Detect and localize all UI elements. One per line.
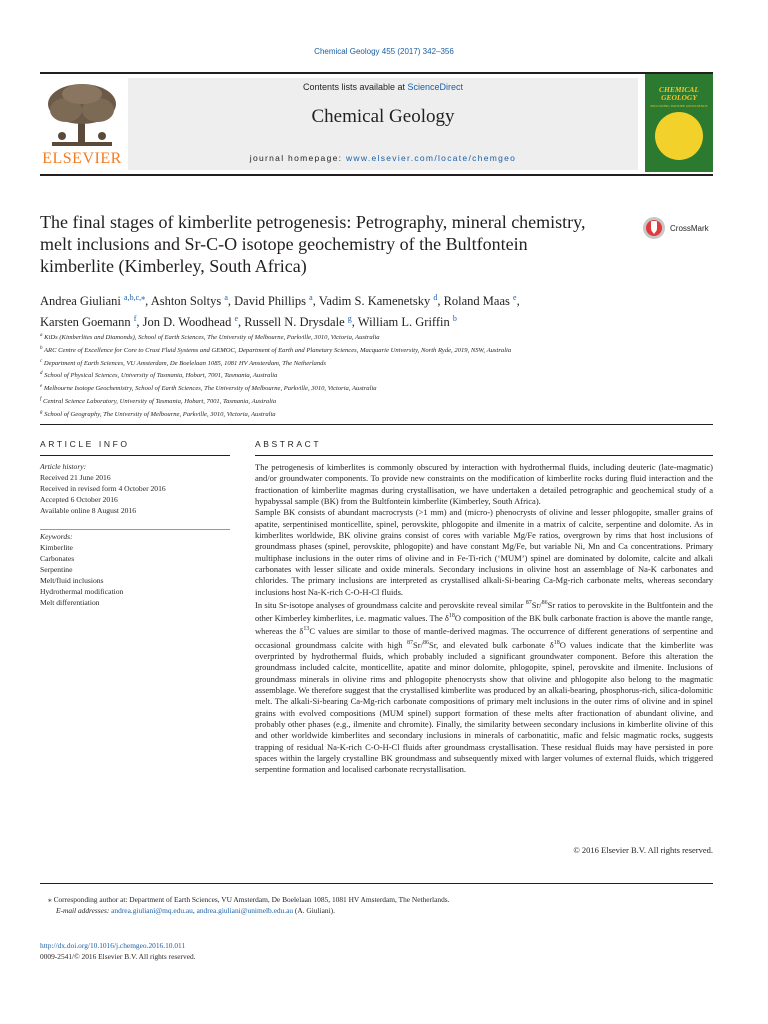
crossmark-label[interactable]: CrossMark	[670, 224, 709, 233]
abstract-paragraph-3: In situ Sr-isotope analyses of groundmass calcite and perovskite reveal similar $^{87}$Sr/$^{86}$Sr ratios to perovskite in the Bultfontein and the other Kimberley kimberlites, i.e. magmatic values. The $\delta^{18}O$ composition of the BK bulk carbonate fraction is above the mantle range, whereas the $\delta^{13}C$ values are similar to those of mantle-derived magmas. The occurrence of different generations of serpentine and occasional groundmass calcite with high $^{87}$Sr/$^{86}$Sr, and elevated bulk carbonate $\delta^{18}O$ values indicate that the kimberlite was overprinted by hydrothermal fluids, which probably included a significant groundwater component. Before this alteration the groundmass included calcite, monticellite, apatite and minor dolomite, phlogopite, spinel, perovskite and ilmenite. Inclusions of groundmass minerals in olivine rims and phlogopite phenocrysts show that olivine and phlogopite also belong to the magmatic assemblage. We therefore suggest that the crystallised kimberlite was produced by an alkali-bearing, phosphorus-rich, silica-dolomitic melt. The alkali-Si-bearing Ca-Mg-rich carbonate compositions of primary melt inclusions in the outer rims of olivine and in spinel grains with evolved compositions (MUM spinel) support formation of these melts after fractionation of abundant olivine, and probably other phases (e.g., ilmenite and chromite). Finally, the similarity between secondary inclusions in kimberlite olivine of this and other worldwide kimberlites and secondary inclusions in minerals of carbonatitic, mafic and felsic magmatic rocks, suggests trapping of residual Na-K-rich C-O-H-Cl fluids after groundmass crystallisation. These residual fluids may have persisted in pore spaces within the largely crystalline BK groundmass and subsequently mixed with larger volumes of external fluids, which triggered serpentine formation and localised carbonate recrystallisation.	[255, 599, 714, 775]
author-affiliation-marker[interactable]: g	[347, 314, 352, 324]
doi-block	[40, 941, 340, 962]
author-separator: ,	[136, 315, 143, 330]
affiliation-item: $^g$ School of Geography, The University of Melbourne, Parkville, 3010, Victoria, Australia	[40, 409, 276, 418]
journal-title: Chemical Geology	[311, 106, 455, 127]
history-received: Received 21 June 2016	[40, 473, 111, 482]
keyword-item: Melt/fluid inclusions	[40, 576, 104, 585]
history-online: Available online 8 August 2016	[40, 506, 137, 515]
keywords-label: Keywords:	[40, 532, 73, 541]
keyword-item: Melt differentiation	[40, 598, 100, 607]
keyword-item: Carbonates	[40, 554, 75, 563]
email-link-1[interactable]: andrea.giuliani@mq.edu.au	[111, 906, 193, 915]
crossmark-icon[interactable]	[642, 216, 666, 240]
affiliation-item: $^c$ Department of Earth Sciences, VU Amsterdam, De Boelelaan 1085, 1081 HV Amsterdam, The Netherlands	[40, 358, 326, 367]
keywords-list	[40, 531, 240, 608]
author-separator: ,	[238, 315, 245, 330]
abstract-copyright: © 2016 Elsevier B.V. All rights reserved.	[573, 845, 713, 855]
author-separator: ,	[437, 294, 444, 309]
author-name[interactable]: Ashton Soltys	[150, 294, 222, 309]
contents-prefix: Contents lists available at	[302, 82, 408, 92]
author-affiliation-marker[interactable]: a,b,c,⁎	[124, 293, 146, 302]
history-revised: Received in revised form 4 October 2016	[40, 484, 166, 493]
author-affiliation-marker[interactable]: d	[433, 293, 438, 302]
contents-line	[128, 82, 638, 92]
doi-link[interactable]: http://dx.doi.org/10.1016/j.chemgeo.2016.10.011	[40, 941, 186, 950]
abstract-paragraph-1: The petrogenesis of kimberlites is commonly obscured by interaction with hydrothermal fluids, including deuteric (late-magmatic) and/or groundwater components. To provide new constraints on the modification of kimberlite rocks during fluid interaction and the fractionation of kimberlite magmas during crystallisation, we have undertaken a detailed petrographic and geochemical study of a hypabyssal sample (BK) from the Bultfontein kimberlite (Kimberley, South Africa).	[255, 462, 713, 507]
article-info-heading: ARTICLE INFO	[40, 439, 130, 449]
author-name[interactable]: David Phillips	[234, 294, 307, 309]
article-info-rule	[40, 455, 230, 456]
header-bottom-rule	[40, 174, 713, 176]
cover-graphic	[655, 112, 703, 160]
author-separator: ,	[312, 294, 319, 309]
corresponding-author-footnote	[48, 894, 708, 916]
author-name[interactable]: Karsten Goemann	[40, 315, 131, 330]
abstract-body	[255, 462, 713, 776]
author-separator: ,	[145, 294, 151, 309]
keyword-item: Kimberlite	[40, 543, 73, 552]
author-affiliation-marker[interactable]: e	[234, 314, 239, 324]
abstract-paragraph-2: Sample BK consists of abundant macrocrysts (>1 mm) and (micro-) phenocrysts of olivine and lesser phlogopite, smaller grains of apatite, serpentinised monticellite, spinel, perovskite, phlogopite and ilmenite in a matrix of calcite, serpentine and dolomite. As in kimberlites worldwide, BK olivine grains consist of cores with variable Mg/Fe ratios, overgrown by rims that host inclusions of groundmass phases (spinel, perovskite, phlogopite) and have constant Mg/Fe, but variable Ni, Mn and Ca concentrations. Primary multiphase inclusions in the outer rims of olivine and in Fe-Ti-rich (‘MUM’) spinel are dominated by dolomite, calcite and alkali carbonates with lesser silicate and oxide minerals. Secondary inclusions in olivine host an assemblage of Na-K carbonates and chlorides. The primary inclusions are interpreted as crystallised alkali-Si-bearing Ca-Mg-rich carbonate melts, whereas secondary inclusions host Na-K-rich C-O-H-Cl fluids.	[255, 507, 713, 597]
author-affiliation-marker[interactable]: a	[224, 293, 228, 302]
author-affiliation-marker[interactable]: a	[309, 293, 313, 302]
history-accepted: Accepted 6 October 2016	[40, 495, 118, 504]
author-separator: ,	[227, 294, 235, 309]
journal-citation-link[interactable]: Chemical Geology 455 (2017) 342–356	[314, 47, 454, 56]
affiliation-item: $^e$ Melbourne Isotope Geochemistry, School of Earth Sciences, The University of Melbourne, Parkville, 3010, Victoria, Australia	[40, 384, 377, 393]
history-label: Article history:	[40, 462, 87, 471]
author-name[interactable]: Andrea Giuliani	[40, 294, 121, 309]
journal-homepage-link[interactable]: www.elsevier.com/locate/chemgeo	[345, 153, 517, 163]
issn-line: 0009-2541/© 2016 Elsevier B.V. All rights reserved.	[40, 951, 196, 961]
abstract-heading: ABSTRACT	[255, 439, 322, 449]
affiliation-item: $^b$ ARC Centre of Excellence for Core to Crust Fluid Systems and GEMOC, Department of Earth and Planetary Sciences, Macquarie University, North Ryde, 2019, NSW, Australia	[40, 345, 512, 354]
affiliation-item: $^d$ School of Physical Sciences, University of Tasmania, Hobart, 7001, Tasmania, Australia	[40, 371, 278, 380]
affiliation-list	[40, 331, 712, 420]
email-line: E-mail addresses: andrea.giuliani@mq.edu.au, andrea.giuliani@unimelb.edu.au (A. Giuliani).	[56, 906, 335, 915]
affiliation-item: $^a$ KiDs (Kimberlites and Diamonds), School of Earth Sciences, The University of Melbourne, Parkville, 3010, Victoria, Australia	[40, 333, 380, 342]
author-name[interactable]: William L. Griffin	[357, 315, 450, 330]
author-separator: ,	[351, 315, 358, 330]
author-list	[40, 289, 712, 331]
author-affiliation-marker[interactable]: e	[513, 293, 517, 302]
author-name[interactable]: Russell N. Drysdale	[244, 315, 345, 330]
keyword-item: Hydrothermal modification	[40, 587, 124, 596]
author-name[interactable]: Vadim S. Kamenetsky	[318, 294, 431, 309]
abstract-rule	[255, 455, 713, 456]
homepage-prefix: journal homepage:	[249, 153, 346, 163]
article-title: The final stages of kimberlite petrogenesis: Petrography, mineral chemistry, melt inclusions and Sr-C-O isotope geochemistry of the Bultfontein kimberlite (Kimberley, South Africa)	[40, 212, 586, 276]
affiliation-item: $^f$ Central Science Laboratory, University of Tasmania, Hobart, 7001, Tasmania, Australia	[40, 396, 277, 406]
email-link-2[interactable]: andrea.giuliani@unimelb.edu.au	[196, 906, 294, 915]
keywords-rule	[40, 529, 230, 530]
cover-subtitle: INCLUDING ISOTOPE GEOSCIENCE	[650, 104, 708, 108]
author-name[interactable]: Jon D. Woodhead	[142, 315, 232, 330]
elsevier-wordmark: ELSEVIER	[42, 150, 122, 167]
article-history	[40, 461, 240, 516]
author-name[interactable]: Roland Maas	[443, 294, 510, 309]
footnote-rule	[40, 883, 713, 884]
author-affiliation-marker[interactable]: b	[452, 314, 457, 324]
cover-title: CHEMICAL GEOLOGY	[658, 85, 699, 102]
journal-homepage-line	[128, 153, 638, 163]
header-top-rule	[40, 72, 713, 74]
sciencedirect-link[interactable]: ScienceDirect	[407, 82, 464, 92]
section-divider	[40, 424, 713, 425]
corresponding-author-line: ⁎ Corresponding author at: Department of Earth Sciences, VU Amsterdam, De Boelelaan 1085, 1081 HV Amsterdam, The Netherlands.	[48, 895, 450, 904]
author-affiliation-marker[interactable]: f	[133, 314, 137, 324]
author-separator: ,	[516, 294, 520, 309]
keyword-item: Serpentine	[40, 565, 73, 574]
